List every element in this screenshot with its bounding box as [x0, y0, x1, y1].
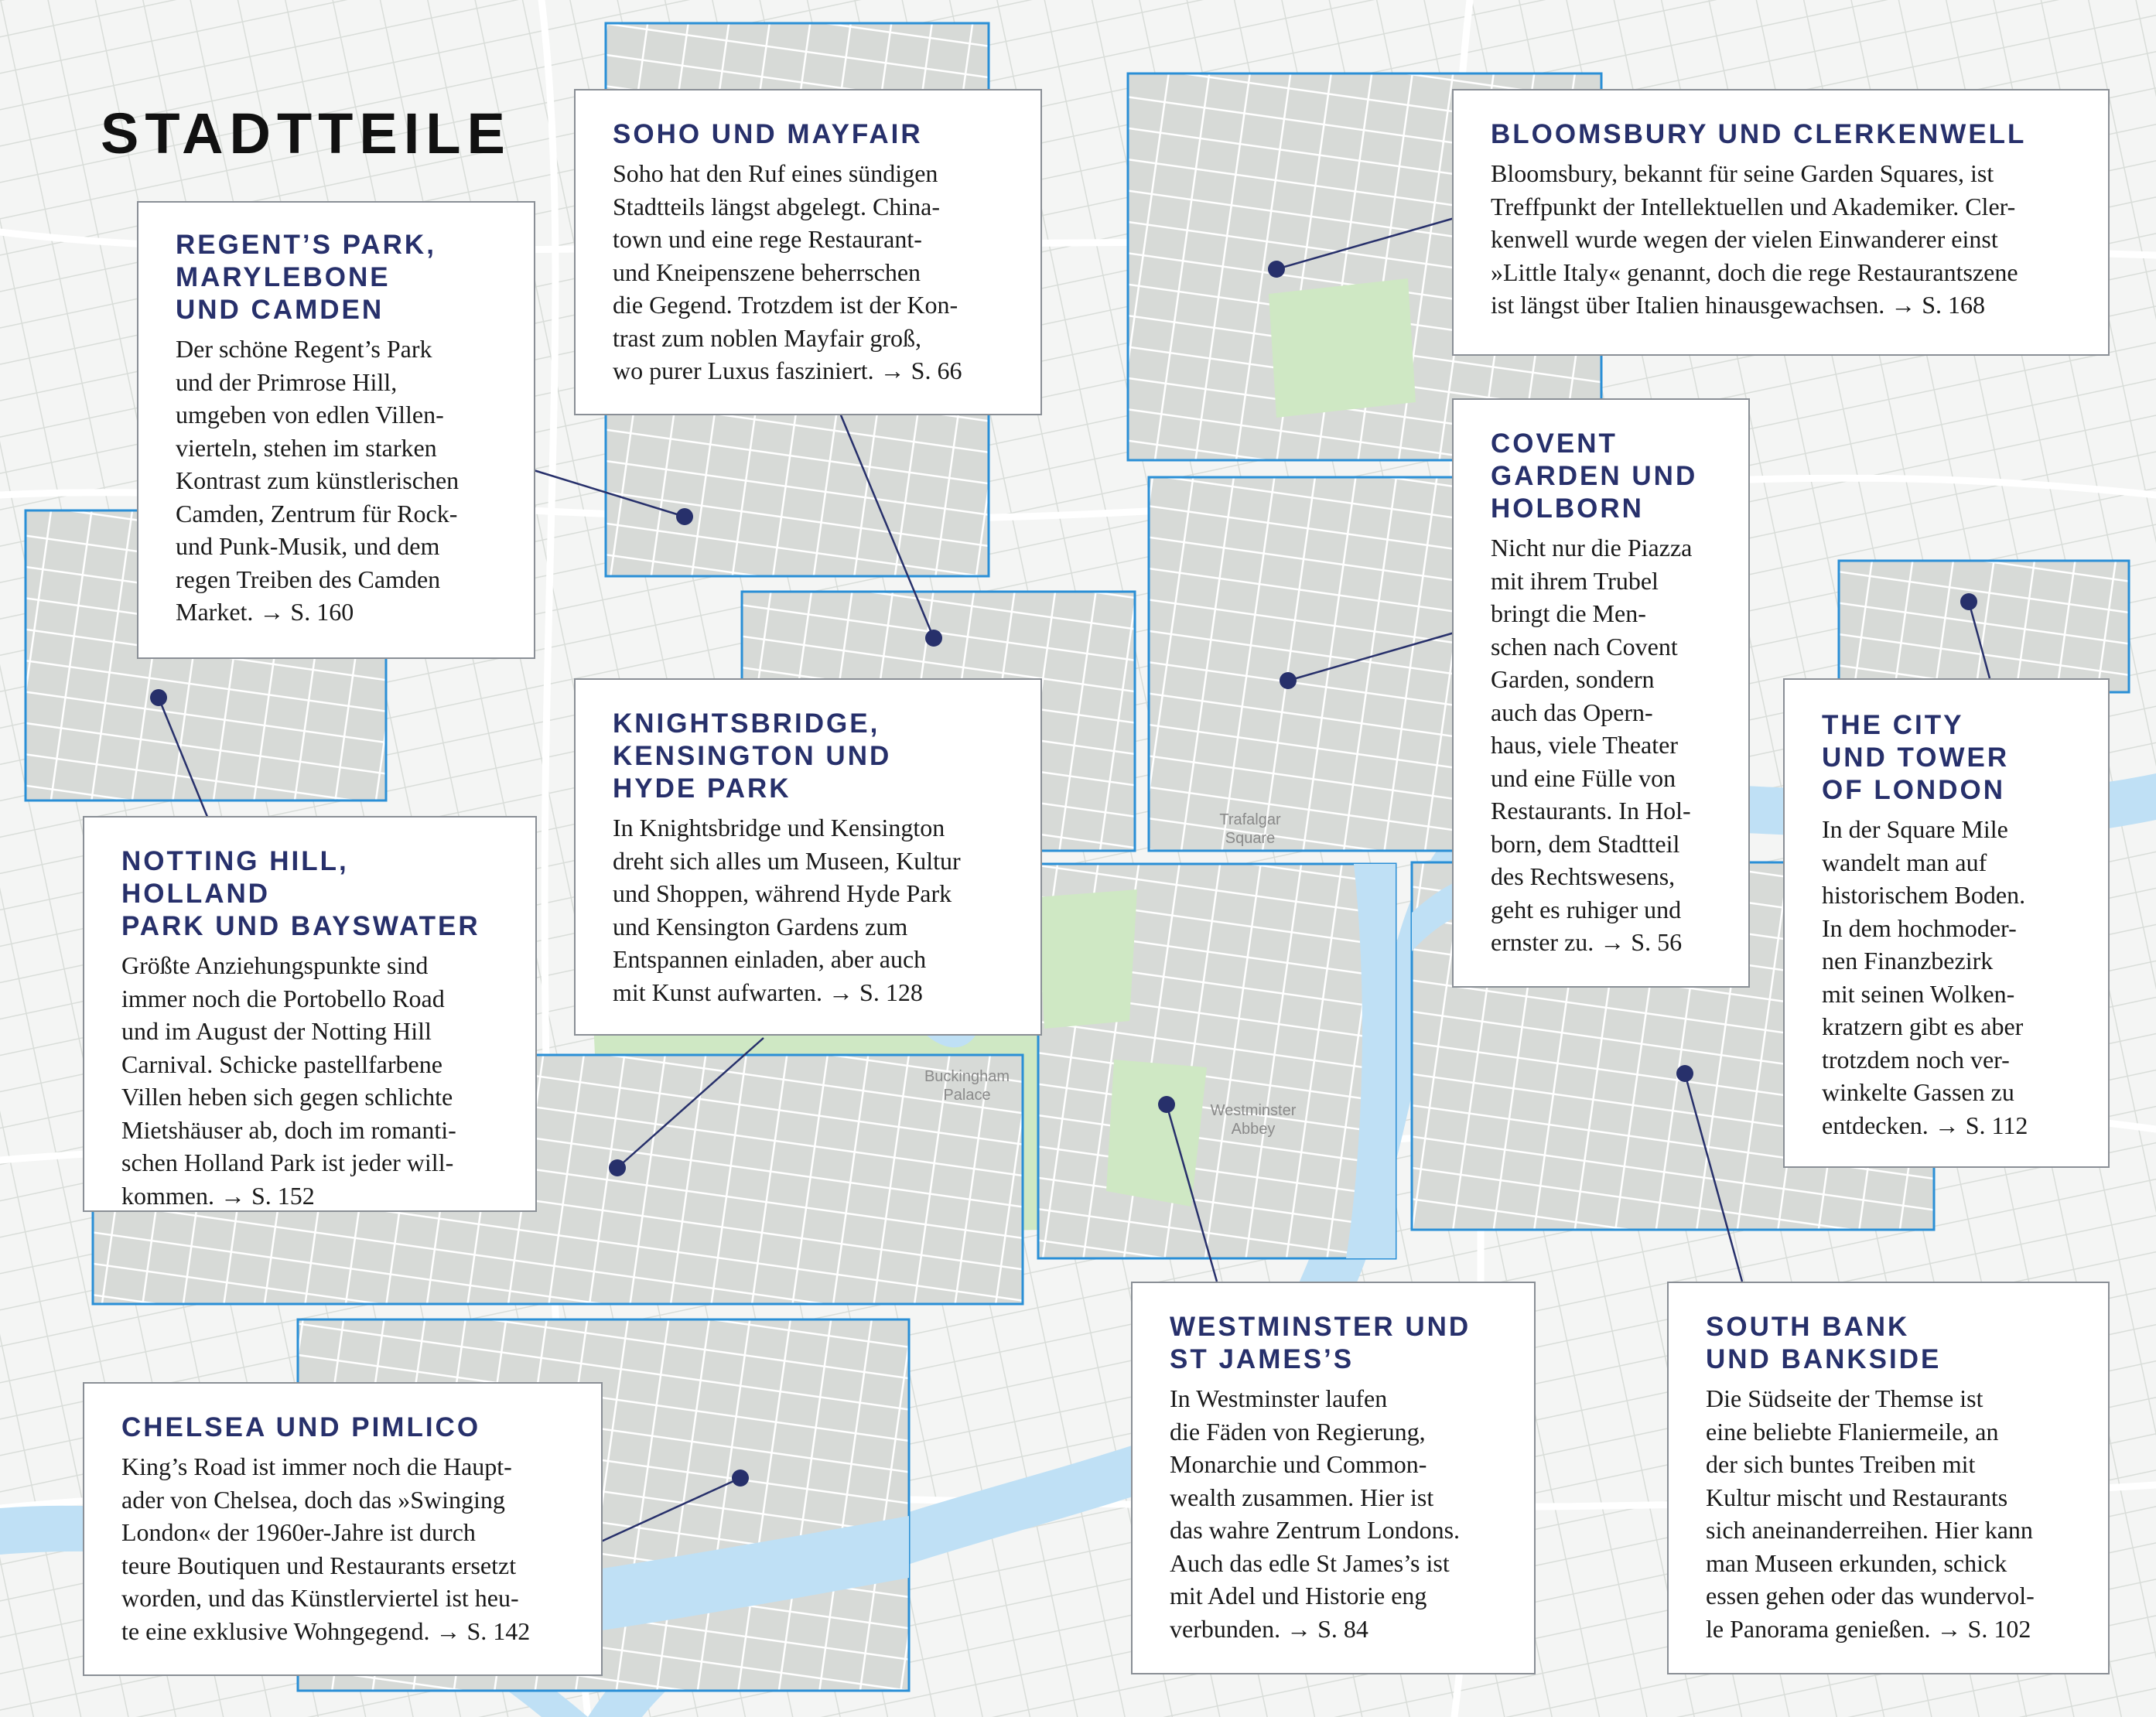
district-card-knightsbridge: [574, 678, 1042, 1036]
district-card-westminster: [1131, 1282, 1536, 1674]
svg-text:Palace: Palace: [943, 1087, 991, 1104]
district-title: THE CITY UND TOWER OF LONDON: [1822, 710, 2010, 805]
svg-text:Trafalgar: Trafalgar: [1219, 811, 1281, 828]
district-text: King’s Road ist immer noch die Haupt- ader von Chelsea, doch das »Swinging London« der 1960er-Jahre ist durch teure Boutiquen und Restaurants ersetzt worden, und das Künstlerviertel ist heu- te eine exklusive Wohngegend. → S. 142: [121, 1452, 531, 1645]
district-text: In Westminster laufen die Fäden von Regierung, Monarchie und Common- wealth zusammen. Hier ist das wahre Zentrum Londons. Auch das edle St James’s ist mit Adel und Historie eng verbunden. → S. 84: [1170, 1384, 1461, 1643]
svg-text:Buckingham: Buckingham: [924, 1068, 1010, 1085]
district-card-soho-mayfair: [574, 89, 1042, 415]
svg-text:Westminster: Westminster: [1210, 1102, 1297, 1119]
district-title: NOTTING HILL, HOLLAND PARK UND BAYSWATER: [121, 846, 480, 941]
district-text: Soho hat den Ruf eines sündigen Stadtteils längst abgelegt. China- town und eine rege Restaurant- und Kneipenszene beherrschen die Gegend. Trotzdem ist der Kon- trast zum noblen Mayfair groß, wo purer Luxus fasziniert. → S. 66: [613, 159, 962, 384]
district-title: WESTMINSTER UND ST JAMES’S: [1170, 1312, 1471, 1374]
marker-city: [1960, 593, 1977, 610]
district-card-the-city: [1783, 678, 2110, 1168]
district-title: SOUTH BANK UND BANKSIDE: [1706, 1312, 1942, 1374]
district-card-south-bank: [1667, 1282, 2110, 1674]
district-title: CHELSEA UND PIMLICO: [121, 1412, 481, 1442]
marker-chelsea: [732, 1470, 749, 1487]
marker-south-bank: [1676, 1065, 1693, 1082]
marker-covent-garden: [1280, 672, 1297, 689]
svg-text:Abbey: Abbey: [1231, 1121, 1276, 1138]
district-text: Nicht nur die Piazza mit ihrem Trubel bringt die Men- schen nach Covent Garden, sondern auch das Opern- haus, viele Theater und eine Fülle von Restaurants. In Hol- born, dem Stadtteil des Rechtswesens, geht es ruhiger und ernster zu. → S. 56: [1491, 534, 1693, 956]
district-text: In der Square Mile wandelt man auf historischem Boden. In dem hochmoder- nen Finanzbezirk mit seinen Wolken- kratzern gibt es aber trotzdem noch ver- winkelte Gassen zu entdecken. → S. 112: [1822, 815, 2028, 1139]
district-text: Die Südseite der Themse ist eine beliebte Flaniermeile, an der sich buntes Treiben mit Kultur mischt und Restaurants sich aneinanderreihen. Hier kann man Museen erkunden, schick essen gehen oder das wundervol- le Panorama genießen. → S. 102: [1706, 1384, 2035, 1643]
district-title: BLOOMSBURY UND CLERKENWELL: [1491, 119, 2027, 149]
district-card-notting-hill: [83, 816, 537, 1212]
district-title: REGENT’S PARK, MARYLEBONE UND CAMDEN: [176, 230, 436, 325]
marker-regents-park: [676, 508, 693, 525]
district-text: Größte Anziehungspunkte sind immer noch die Portobello Road und im August der Notting Hill Carnival. Schicke pastellfarbene Villen heben sich gegen schlichte Mietshäuser ab, doch im romanti- schen Holland Park ist jeder will- kommen. → S. 152: [121, 951, 456, 1210]
marker-notting-hill: [150, 689, 167, 706]
page-title: STADTTEILE: [101, 101, 511, 166]
marker-westminster: [1158, 1096, 1175, 1113]
district-text: Bloomsbury, bekannt für seine Garden Squares, ist Treffpunkt der Intellektuellen und Akademiker. Cler- kenwell wurde wegen der vielen Einwanderer einst »Little Italy« genannt, doch die rege Restaurantszene ist längst über Italien hinausgewachsen. → S. 168: [1491, 159, 2018, 319]
marker-bloomsbury: [1268, 261, 1285, 278]
marker-soho: [925, 630, 942, 647]
marker-knightsbridge: [609, 1159, 626, 1176]
district-card-regents-park: [137, 201, 535, 659]
district-title: SOHO UND MAYFAIR: [613, 119, 923, 149]
district-text: Der schöne Regent’s Park und der Primrose Hill, umgeben von edlen Villen- vierteln, stehen im starken Kontrast zum künstlerischen Camden, Zentrum für Rock- und Punk-Musik, und dem regen Treiben des Camden Market. → S. 160: [176, 335, 460, 626]
district-card-bloomsbury: [1452, 89, 2110, 356]
district-card-covent-garden: [1452, 398, 1750, 988]
district-title: COVENT GARDEN UND HOLBORN: [1491, 428, 1698, 524]
district-text: In Knightsbridge und Kensington dreht sich alles um Museen, Kultur und Shoppen, während Hyde Park und Kensington Gardens zum Entspannen einladen, aber auch mit Kunst aufwarten. → S. 128: [613, 814, 961, 1006]
district-title: KNIGHTSBRIDGE, KENSINGTON UND HYDE PARK: [613, 708, 892, 804]
district-card-chelsea: [83, 1382, 603, 1676]
svg-text:Square: Square: [1225, 830, 1276, 847]
